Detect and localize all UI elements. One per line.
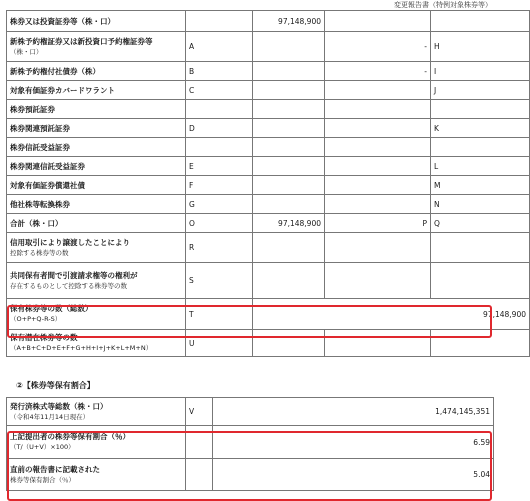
holdings-table: [6, 10, 530, 357]
holding-ratio-table: [6, 397, 494, 491]
row-label: [7, 62, 186, 81]
code-cell-2: P: [325, 214, 431, 233]
ratio-code: [186, 459, 213, 491]
code-cell: E: [186, 157, 253, 176]
code-cell-3: [431, 100, 530, 119]
code-cell-3: N: [431, 195, 530, 214]
ratio-label-line-1: 直前の報告書に記載された: [10, 464, 100, 474]
value-cell: 97,148,900: [253, 11, 325, 32]
code-cell: O: [186, 214, 253, 233]
row-label: [7, 299, 186, 330]
code-cell: F: [186, 176, 253, 195]
ratio-value: 5.04: [213, 459, 494, 491]
row-label: [7, 32, 186, 62]
row-label-line-2: 控除する株券等の数: [10, 248, 69, 257]
row-label: [7, 138, 186, 157]
code-cell-2: [325, 119, 431, 138]
code-cell-2: [325, 195, 431, 214]
ratio-label: [7, 426, 186, 459]
code-cell-2: [325, 138, 431, 157]
holdings-row: [7, 195, 530, 214]
value-cell: [253, 138, 325, 157]
code-cell: [186, 100, 253, 119]
code-cell-3: H: [431, 32, 530, 62]
row-label: [7, 195, 186, 214]
holdings-row: [7, 330, 530, 357]
code-cell-2: [325, 176, 431, 195]
holdings-row: [7, 138, 530, 157]
ratio-label-line-1: 上記提出者の株券等保有割合（％）: [10, 432, 130, 441]
code-cell-3: K: [431, 119, 530, 138]
row-label-line-1: 新株予約権付社債券（株）: [10, 66, 100, 76]
ratio-row: [7, 398, 494, 426]
holdings-row: [7, 176, 530, 195]
ratio-code: [186, 426, 213, 459]
value-cell: [253, 176, 325, 195]
row-label-line-1: 他社株等転換株券: [10, 199, 70, 209]
holdings-row: [7, 214, 530, 233]
ratio-label: [7, 398, 186, 426]
code-cell: [186, 138, 253, 157]
value-cell: [253, 330, 325, 357]
code-cell-2: [325, 157, 431, 176]
code-cell-3: [431, 138, 530, 157]
ratio-row: [7, 459, 494, 491]
document-header-note: 変更報告書（特例対象株券等）: [394, 1, 492, 9]
row-label: [7, 233, 186, 263]
value-cell: [253, 32, 325, 62]
row-label-line-1: 保有株券等の数（総数）: [10, 304, 93, 313]
value-cell: [253, 263, 325, 299]
row-label: [7, 100, 186, 119]
ratio-row: [7, 426, 494, 459]
code-cell-2: [325, 11, 431, 32]
code-cell-2: [325, 263, 431, 299]
row-label: [7, 263, 186, 299]
ratio-label-line-2: 株券等保有割合（％）: [10, 475, 75, 484]
code-cell-3: M: [431, 176, 530, 195]
value-cell: [253, 62, 325, 81]
holdings-row: [7, 100, 530, 119]
code-cell: S: [186, 263, 253, 299]
row-label-line-2: （O+P+Q-R-S）: [10, 315, 62, 323]
code-cell-2: [325, 81, 431, 100]
row-label: [7, 11, 186, 32]
code-cell-3: J: [431, 81, 530, 100]
code-cell-2: [325, 330, 431, 357]
row-label-line-1: 信用取引により譲渡したことにより: [10, 237, 130, 247]
row-label-line-1: 保有潜在株券等の数: [10, 333, 78, 342]
code-cell: B: [186, 62, 253, 81]
holdings-row: [7, 157, 530, 176]
holdings-row: [7, 233, 530, 263]
code-cell-2: -: [325, 62, 431, 81]
row-label-line-1: 対象有価証券償還社債: [10, 180, 85, 190]
holdings-row: [7, 263, 530, 299]
code-cell-3: L: [431, 157, 530, 176]
row-label-line-2: （株・口）: [10, 47, 43, 56]
holdings-row: [7, 81, 530, 100]
code-cell: A: [186, 32, 253, 62]
ratio-label-line-1: 発行済株式等総数（株・口）: [10, 401, 108, 411]
row-label: [7, 214, 186, 233]
code-cell-3: [431, 233, 530, 263]
ratio-label-line-2: （令和4年11月14日現在）: [10, 412, 90, 421]
row-label-line-1: 新株予約権証券又は新投資口予約権証券等: [10, 36, 153, 46]
row-label: [7, 81, 186, 100]
row-label: [7, 119, 186, 138]
code-cell: T: [186, 299, 253, 330]
value-cell: [253, 81, 325, 100]
holdings-row: [7, 32, 530, 62]
code-cell: U: [186, 330, 253, 357]
row-label-line-1: 株券関連預託証券: [10, 123, 70, 133]
row-label-line-1: 共同保有者間で引渡請求権等の権利が: [10, 270, 138, 280]
ratio-code: V: [186, 398, 213, 426]
holdings-row: [7, 62, 530, 81]
code-cell: C: [186, 81, 253, 100]
code-cell: R: [186, 233, 253, 263]
row-label-line-1: 合計（株・口）: [10, 218, 63, 228]
value-cell: [253, 195, 325, 214]
row-label-line-1: 株券預託証券: [10, 104, 55, 114]
value-cell: [253, 233, 325, 263]
ratio-label: [7, 459, 186, 491]
code-cell-2: -: [325, 32, 431, 62]
value-cell: 97,148,900: [253, 214, 325, 233]
code-cell-2: [325, 100, 431, 119]
code-cell-2: [325, 233, 431, 263]
row-label: [7, 176, 186, 195]
row-label: [7, 330, 186, 357]
code-cell-3: [431, 330, 530, 357]
value-cell: [253, 100, 325, 119]
ratio-value: 6.59: [213, 426, 494, 459]
code-cell-3: [431, 11, 530, 32]
ratio-label-line-2: （T/（U+V）×100）: [10, 443, 75, 451]
code-cell-3: Q: [431, 214, 530, 233]
code-cell: G: [186, 195, 253, 214]
section-2-title: ②【株券等保有割合】: [16, 381, 95, 390]
row-label-line-1: 株券関連信託受益証券: [10, 161, 85, 171]
value-cell: [253, 157, 325, 176]
code-cell: D: [186, 119, 253, 138]
row-label-line-1: 株券信託受益証券: [10, 142, 70, 152]
ratio-value: 1,474,145,351: [213, 398, 494, 426]
row-label-line-1: 対象有価証券カバードワラント: [10, 85, 115, 95]
holdings-row: [7, 299, 530, 330]
row-label: [7, 157, 186, 176]
total-holdings-value: 97,148,900: [253, 299, 530, 330]
code-cell-3: I: [431, 62, 530, 81]
holdings-row: [7, 11, 530, 32]
value-cell: [253, 119, 325, 138]
row-label-line-2: 存在するものとして控除する株券等の数: [10, 281, 127, 290]
row-label-line-2: （A+B+C+D+E+F+G+H+I+J+K+L+M+N）: [10, 344, 153, 352]
code-cell: [186, 11, 253, 32]
holdings-row: [7, 119, 530, 138]
row-label-line-1: 株券又は投資証券等（株・口）: [10, 16, 115, 26]
code-cell-3: [431, 263, 530, 299]
